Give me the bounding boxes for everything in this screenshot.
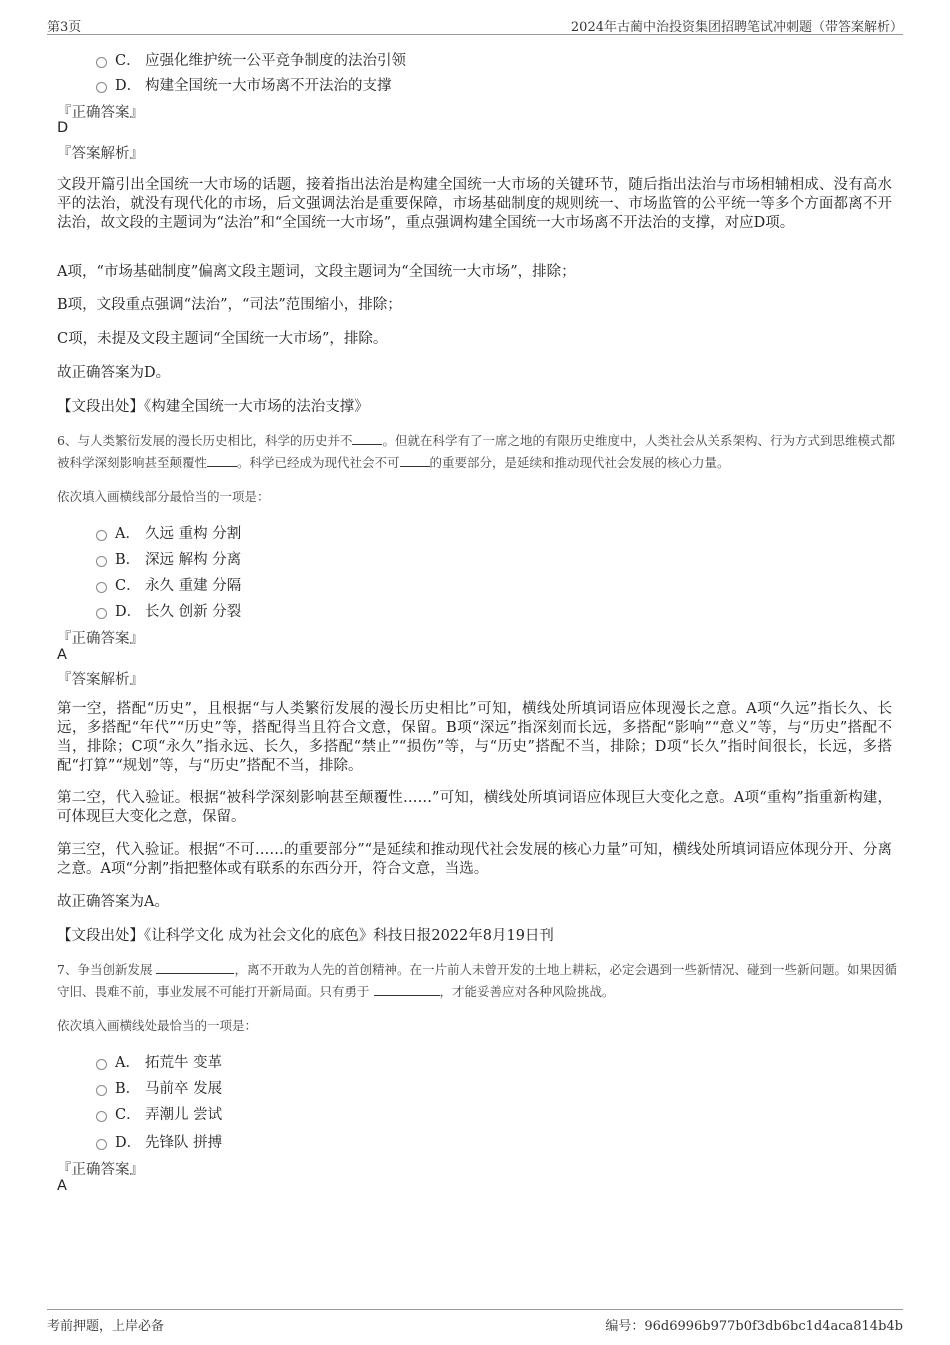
q6-option-d[interactable]: D． 长久 创新 分裂: [96, 600, 241, 620]
q6-answer-label: 『正确答案』: [57, 631, 144, 647]
q6-analysis-para: 第二空，代入验证。根据“被科学深刻影响甚至颠覆性……”可知，横线处所填词语应体现巨大变化之意。A项“重构”指重新构建，可体现巨大变化之意，保留。: [57, 790, 892, 825]
q5-answer: D: [57, 120, 69, 136]
radio-icon[interactable]: [96, 582, 107, 593]
q5-analysis-para: A项，“市场基础制度”偏离文段主题词，文段主题词为“全国统一大市场”，排除；: [57, 264, 576, 280]
q6-option-c[interactable]: C． 永久 重建 分隔: [96, 574, 241, 594]
q5-option-c[interactable]: C． 应强化维护统一公平竞争制度的法治引领: [96, 49, 406, 69]
q7-answer-label: 『正确答案』: [57, 1162, 144, 1178]
q5-analysis-para: 文段开篇引出全国统一大市场的话题，接着指出法治是构建全国统一大市场的关键环节，随后指出法治与市场相辅相成、没有高水平的法治，就没有现代化的市场，后文强调法治是重要保障，市场基础制度的规则统一、市场监管的公平统一等多个方面都离不开法治，故文段的主题词为“法治”和“全国统一大市场”，重点强调构建全国统一大市场离不开法治的支撑，对应D项。: [57, 177, 892, 231]
q7-option-c[interactable]: C． 弄潮儿 尝试: [96, 1103, 222, 1123]
q5-analysis-para: C项，未提及文段主题词“全国统一大市场”，排除。: [57, 331, 388, 347]
document-id: 编号：96d6996b977b0f3db6bc1d4aca814b4b: [605, 1319, 903, 1334]
q6-source: 【文段出处】《让科学文化 成为社会文化的底色》科技日报2022年8月19日刊: [57, 928, 554, 944]
q6-analysis-para: 故正确答案为A。: [57, 894, 169, 910]
radio-icon[interactable]: [96, 608, 107, 619]
radio-icon[interactable]: [96, 82, 107, 93]
q6-analysis-para: 第一空，搭配“历史”，且根据“与人类繁衍发展的漫长历史相比”可知，横线处所填词语应体现漫长之意。A项“久远”指长久、长远，多搭配“年代”“历史”等，搭配得当且符合文意，保留。B项“深远”指深刻而长远，多搭配“影响”“意义”等，与“历史”搭配不当，排除；C项“永久”指永远、长久，多搭配“禁止”“损伤”等，与“历史”搭配不当，排除；D项“长久”指时间很长，长远，多搭配“打算”“规划”等，与“历史”搭配不当，排除。: [57, 701, 892, 774]
q5-analysis-para: B项，文段重点强调“法治”，“司法”范围缩小，排除；: [57, 297, 402, 313]
q5-answer-label: 『正确答案』: [57, 105, 144, 121]
radio-icon[interactable]: [96, 530, 107, 541]
q5-source: 【文段出处】《构建全国统一大市场的法治支撑》: [57, 399, 369, 415]
q7-option-a[interactable]: A． 拓荒牛 变革: [96, 1051, 222, 1071]
radio-icon[interactable]: [96, 1059, 107, 1070]
q6-analysis-para: 第三空，代入验证。根据“不可……的重要部分”“是延续和推动现代社会发展的核心力量”可知，横线处所填词语应体现分开、分离之意。A项“分割”指把整体或有联系的东西分开，符合文意，当选。: [57, 842, 892, 877]
q6-option-a[interactable]: A． 久远 重构 分割: [96, 522, 241, 542]
q6-instruction: 依次填入画横线部分最恰当的一项是：: [57, 489, 270, 504]
page-number: 第3页: [47, 20, 82, 35]
q5-analysis-para: 故正确答案为D。: [57, 365, 171, 381]
q6-answer: A: [57, 647, 67, 663]
q5-option-d[interactable]: D． 构建全国统一大市场离不开法治的支撑: [96, 74, 392, 94]
radio-icon[interactable]: [96, 1139, 107, 1150]
footer-slogan: 考前押题，上岸必备: [47, 1319, 165, 1334]
q6-stem: 6、与人类繁衍发展的漫长历史相比，科学的历史并不 。但就在科学有了一席之地的有限历史维度中，人类社会从关系架构、行为方式到思维模式都被科学深刻影响甚至颠覆性 。科学已经成为现代社会不可 的重要部分，是延续和推动现代社会发展的核心力量。: [57, 433, 895, 470]
q6-analysis-label: 『答案解析』: [57, 672, 144, 688]
blank-line: [207, 454, 237, 467]
q6-option-b[interactable]: B． 深远 解构 分离: [96, 548, 241, 568]
blank-line: [352, 432, 382, 445]
q7-option-d[interactable]: D． 先锋队 拼搏: [96, 1131, 222, 1151]
q7-instruction: 依次填入画横线处最恰当的一项是：: [57, 1018, 258, 1033]
radio-icon[interactable]: [96, 57, 107, 68]
radio-icon[interactable]: [96, 1111, 107, 1122]
blank-line: [374, 983, 440, 996]
q7-option-b[interactable]: B． 马前卒 发展: [96, 1077, 222, 1097]
blank-line: [156, 961, 234, 974]
q7-stem: 7、争当创新发展 ，离不开敢为人先的首创精神。在一片前人未曾开发的土地上耕耘，必定会遇到一些新情况、碰到一些新问题。如果因循守旧、畏难不前，事业发展不可能打开新局面。只有勇于 ，才能妥善应对各种风险挑战。: [57, 962, 897, 999]
radio-icon[interactable]: [96, 1085, 107, 1096]
page-footer: [47, 1309, 903, 1334]
document-title: 2024年古蔺中治投资集团招聘笔试冲刺题（带答案解析）: [570, 20, 903, 35]
page-header: [47, 14, 903, 35]
radio-icon[interactable]: [96, 556, 107, 567]
blank-line: [400, 454, 430, 467]
q7-answer: A: [57, 1178, 67, 1194]
q5-analysis-label: 『答案解析』: [57, 146, 144, 162]
